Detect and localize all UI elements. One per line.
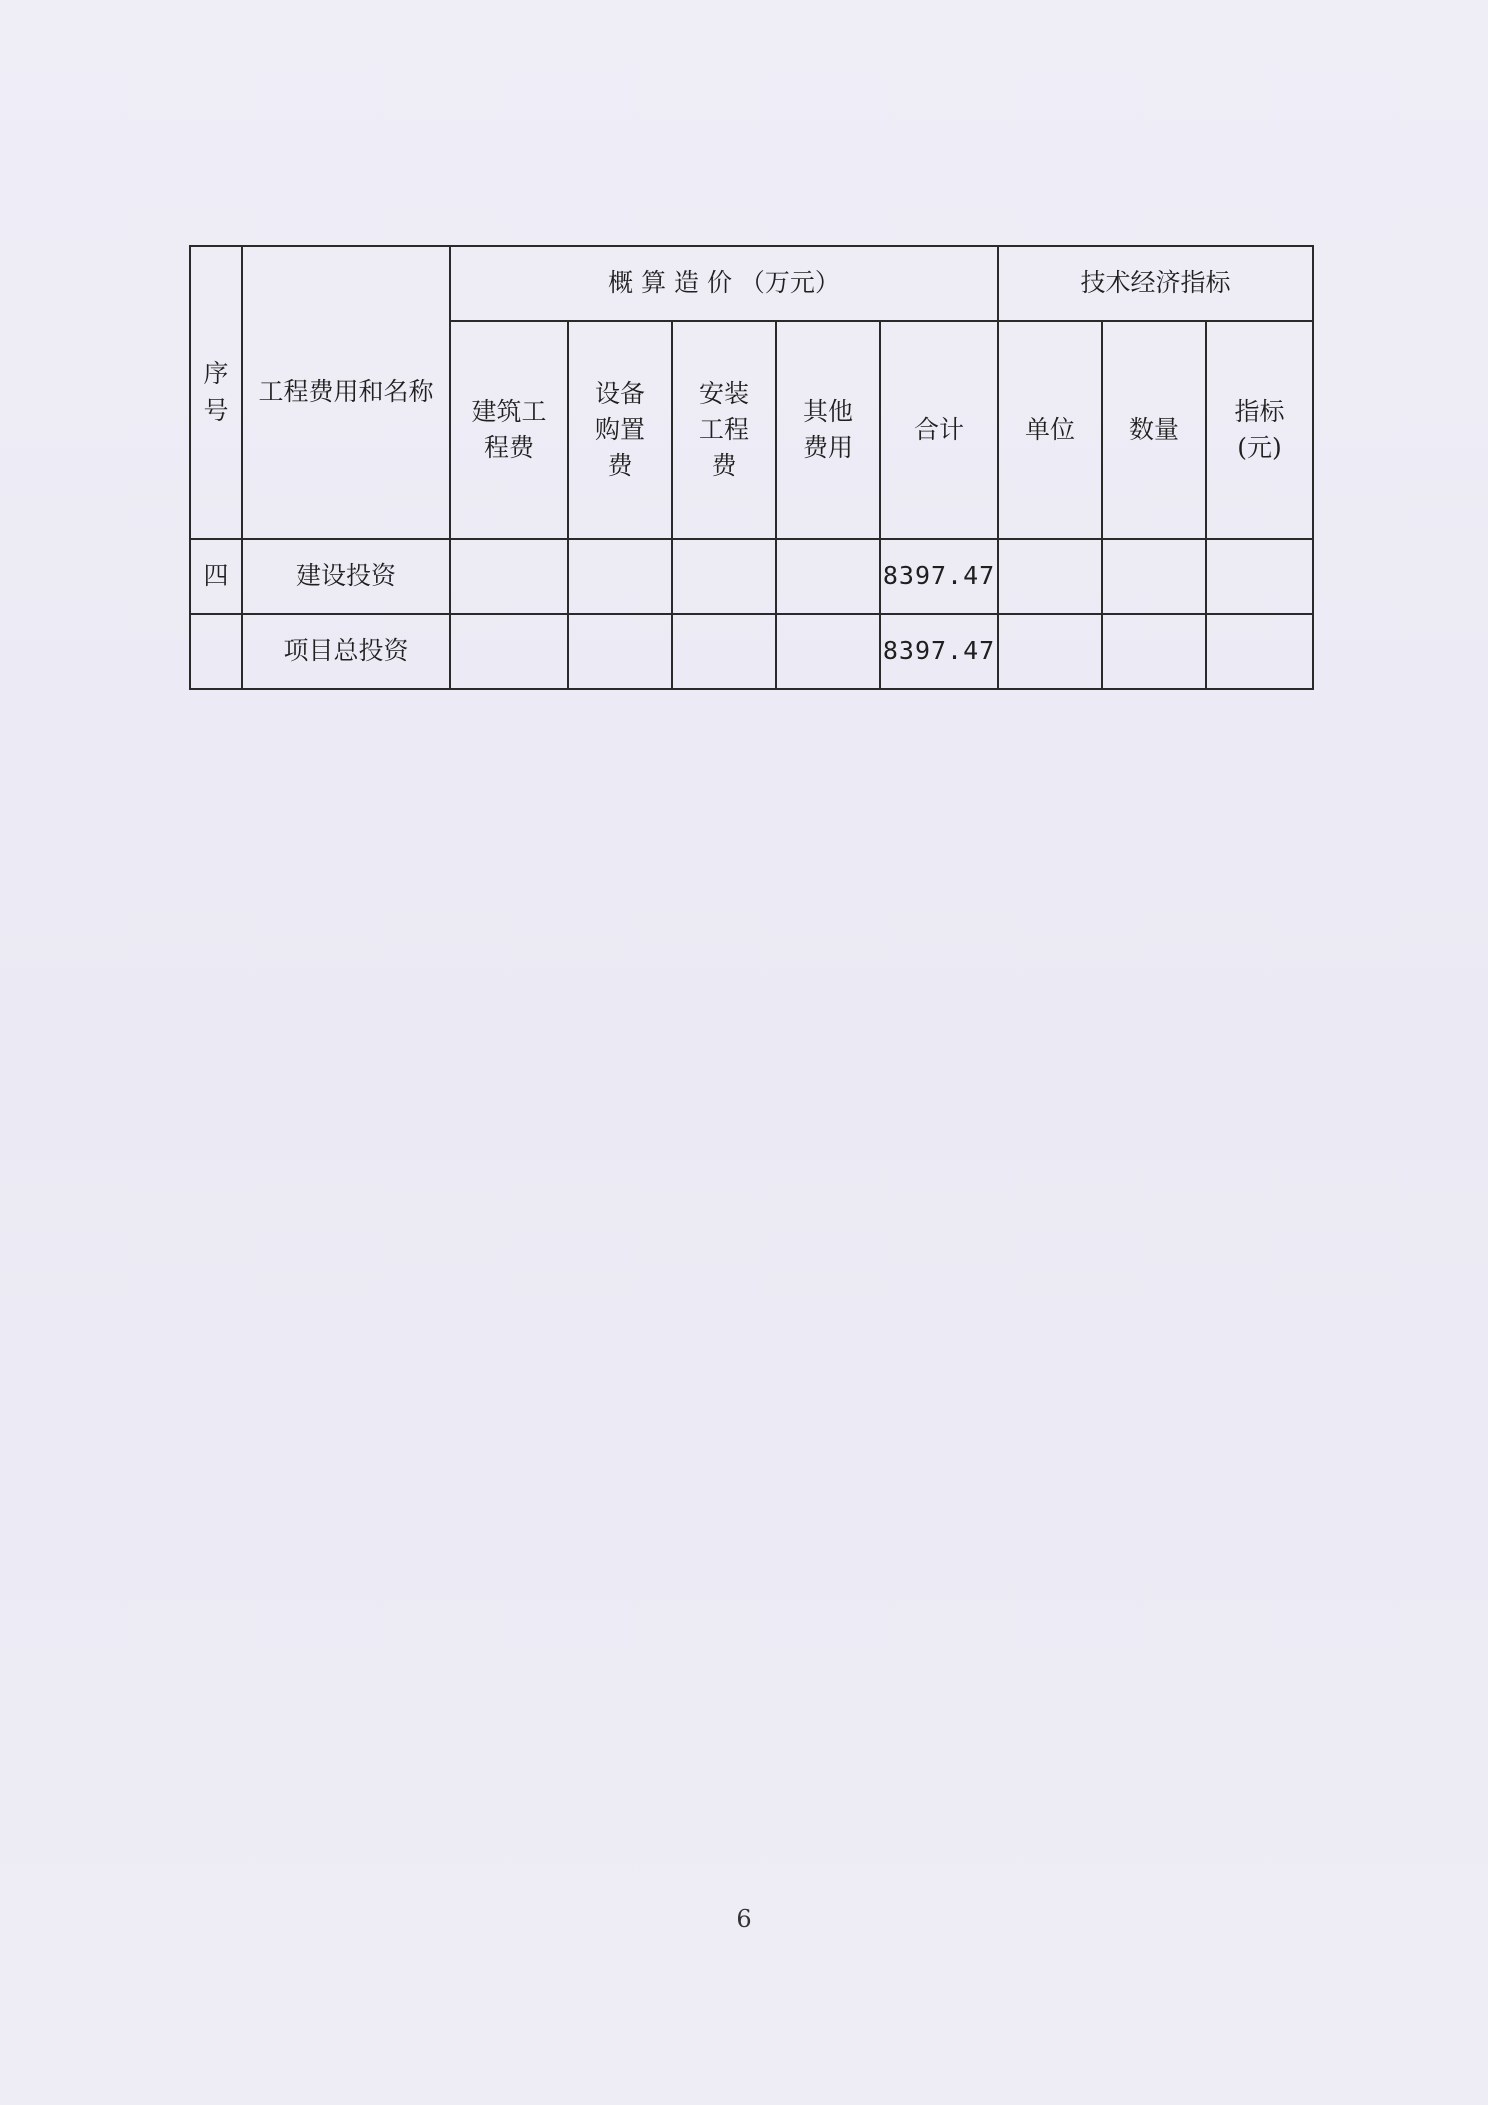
header-equipment-line-1: 设备	[594, 378, 645, 408]
cell-installation	[672, 614, 776, 689]
header-installation-line-2: 工程	[698, 414, 749, 444]
header-other	[776, 321, 880, 539]
header-row-group	[190, 246, 1313, 321]
header-indicator-line-2: (元)	[1237, 433, 1282, 462]
header-seq-line-2: 号	[203, 395, 229, 425]
cell-total: 8397.47	[880, 614, 998, 689]
header-seq-line-1: 序	[203, 359, 229, 389]
header-group-tech: 技术经济指标	[998, 246, 1313, 321]
table-row	[190, 614, 1313, 689]
header-equipment-line-3: 费	[607, 451, 633, 481]
header-other-line-1: 其他	[802, 396, 853, 426]
header-installation-line-1: 安装	[698, 378, 749, 408]
budget-table-container	[189, 245, 1312, 690]
cell-other	[776, 614, 880, 689]
cell-equipment	[568, 614, 672, 689]
cell-construction	[450, 539, 568, 614]
cell-quantity	[1102, 614, 1206, 689]
cell-other	[776, 539, 880, 614]
header-installation	[672, 321, 776, 539]
cell-unit	[998, 539, 1102, 614]
cell-indicator	[1206, 614, 1313, 689]
header-construction	[450, 321, 568, 539]
header-quantity: 数量	[1102, 321, 1206, 539]
header-item-name: 工程费用和名称	[242, 246, 450, 539]
header-group-cost: 概 算 造 价 （万元）	[450, 246, 998, 321]
header-indicator	[1206, 321, 1313, 539]
header-total: 合计	[880, 321, 998, 539]
header-installation-line-3: 费	[711, 451, 737, 481]
cell-quantity	[1102, 539, 1206, 614]
header-seq	[190, 246, 242, 539]
header-other-line-2: 费用	[802, 433, 853, 462]
budget-estimate-table	[189, 245, 1314, 690]
header-equipment-line-2: 购置	[594, 414, 645, 444]
cell-unit	[998, 614, 1102, 689]
cell-construction	[450, 614, 568, 689]
page-number: 6	[736, 1905, 752, 1933]
header-construction-line-1: 建筑工	[471, 396, 547, 426]
header-equipment	[568, 321, 672, 539]
cell-item-name: 建设投资	[242, 539, 450, 614]
cell-indicator	[1206, 539, 1313, 614]
header-construction-line-2: 程费	[483, 433, 534, 462]
cell-equipment	[568, 539, 672, 614]
cell-seq	[190, 614, 242, 689]
header-unit: 单位	[998, 321, 1102, 539]
cell-seq: 四	[190, 539, 242, 614]
table-row	[190, 539, 1313, 614]
cell-installation	[672, 539, 776, 614]
cell-item-name: 项目总投资	[242, 614, 450, 689]
header-indicator-line-1: 指标	[1234, 396, 1285, 426]
cell-total: 8397.47	[880, 539, 998, 614]
